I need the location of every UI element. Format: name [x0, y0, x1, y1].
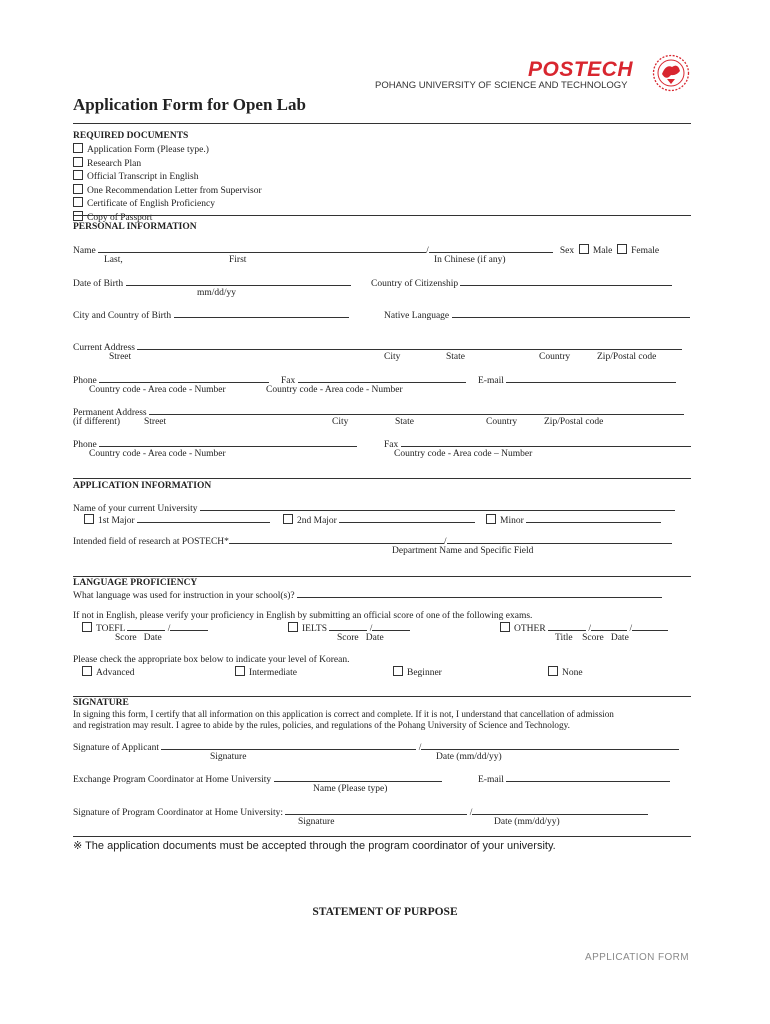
coordinator-signature-field[interactable]: [285, 806, 467, 815]
other-title[interactable]: [548, 622, 586, 631]
minor-row: Minor: [486, 514, 661, 526]
required-item[interactable]: Research Plan: [73, 157, 262, 171]
coordinator-name-field[interactable]: [274, 773, 442, 782]
current-address-row: Current Address: [73, 341, 682, 353]
major2-checkbox[interactable]: [283, 514, 293, 524]
major1-field[interactable]: [137, 514, 270, 523]
coordinator-row: Exchange Program Coordinator at Home University: [73, 773, 442, 785]
coordinator-date-field[interactable]: [472, 806, 648, 815]
name-hint: Name (Please type): [313, 784, 388, 794]
country-hint: Country: [539, 352, 571, 362]
email-row: E-mail: [478, 374, 676, 386]
page-title: Application Form for Open Lab: [73, 95, 306, 114]
instruction-row: What language was used for instruction in your school(s)?: [73, 589, 662, 601]
fax-row: Fax: [281, 374, 466, 386]
last-hint: Last,: [104, 255, 123, 265]
required-item[interactable]: Copy of Passport: [73, 211, 262, 225]
field-row: Intended field of research at POSTECH* /: [73, 535, 672, 547]
ielts-checkbox[interactable]: [288, 622, 298, 632]
other-checkbox[interactable]: [500, 622, 510, 632]
required-item[interactable]: One Recommendation Letter from Supervisor: [73, 184, 262, 198]
phone2-field[interactable]: [99, 438, 357, 447]
verify-text: If not in English, please verify your proficiency in English by submitting an official score of one of the following exams.: [73, 611, 533, 621]
phone2-row: Phone: [73, 438, 357, 450]
fax-field[interactable]: [298, 374, 466, 383]
dob-field[interactable]: [126, 277, 351, 286]
certify-text-2: and registration may result. I agree to abide by the rules, policies, and regulations of the Pohang University of Science and Technology.: [73, 720, 570, 730]
state-hint: State: [446, 352, 465, 362]
coordinator-email-row: E-mail: [478, 773, 670, 785]
current-address-field[interactable]: [137, 341, 682, 350]
minor-checkbox[interactable]: [486, 514, 496, 524]
phone-row: Phone: [73, 374, 269, 386]
other-row: OTHER / /: [500, 622, 668, 634]
minor-field[interactable]: [526, 514, 661, 523]
required-heading: REQUIRED DOCUMENTS: [73, 131, 189, 141]
birthplace-field[interactable]: [174, 309, 349, 318]
major2-row: 2nd Major: [283, 514, 475, 526]
toefl-date[interactable]: [170, 622, 208, 631]
chinese-hint: In Chinese (if any): [434, 255, 506, 265]
none-option[interactable]: None: [548, 666, 583, 678]
university-row: Name of your current University: [73, 502, 675, 514]
checkbox[interactable]: [73, 184, 83, 194]
language-heading: LANGUAGE PROFICIENCY: [73, 578, 198, 588]
phone-field[interactable]: [99, 374, 269, 383]
ielts-score[interactable]: [329, 622, 367, 631]
country-hint: Country: [486, 417, 518, 427]
required-item[interactable]: Certificate of English Proficiency: [73, 197, 262, 211]
applicant-signature-field[interactable]: [161, 741, 416, 750]
coordinator-note: ※ The application documents must be accepted through the program coordinator of your university.: [73, 840, 556, 852]
permanent-address-field[interactable]: [149, 406, 684, 415]
personal-heading: PERSONAL INFORMATION: [73, 222, 197, 232]
state-hint: State: [395, 417, 414, 427]
coordinator-signature-row: Signature of Program Coordinator at Home University: /: [73, 806, 648, 818]
field-hint: Department Name and Specific Field: [392, 546, 534, 556]
advanced-option[interactable]: Advanced: [82, 666, 135, 678]
instruction-field[interactable]: [297, 589, 662, 598]
zip-hint: Zip/Postal code: [597, 352, 657, 362]
dob-hint: mm/dd/yy: [197, 288, 237, 298]
intermediate-checkbox[interactable]: [235, 666, 245, 676]
required-item[interactable]: Application Form (Please type.): [73, 143, 262, 157]
field-department[interactable]: [229, 535, 444, 544]
signature-heading: SIGNATURE: [73, 698, 129, 708]
intermediate-option[interactable]: Intermediate: [235, 666, 297, 678]
city-hint: City: [332, 417, 349, 427]
toefl-score[interactable]: [127, 622, 165, 631]
street-hint: Street: [144, 417, 167, 427]
other-score[interactable]: [591, 622, 627, 631]
other-date[interactable]: [632, 622, 668, 631]
other-hint: Title Score Date: [555, 633, 629, 643]
email-field[interactable]: [506, 374, 676, 383]
native-language-row: Native Language: [384, 309, 690, 321]
checkbox[interactable]: [73, 197, 83, 207]
postech-logo-icon: [652, 54, 690, 97]
toefl-hint: Score Date: [115, 633, 162, 643]
permanent-address-row: Permanent Address: [73, 406, 684, 418]
toefl-row: TOEFL /: [82, 622, 208, 634]
fax2-hint: Country code - Area code – Number: [394, 449, 533, 459]
date-hint: Date (mm/dd/yy): [494, 817, 560, 827]
coordinator-email-field[interactable]: [506, 773, 670, 782]
required-item[interactable]: Official Transcript in English: [73, 170, 262, 184]
fax2-row: Fax: [384, 438, 691, 450]
name-field[interactable]: [98, 244, 426, 253]
applicant-signature-row: Signature of Applicant /: [73, 741, 679, 753]
major2-field[interactable]: [339, 514, 475, 523]
field-specific[interactable]: [447, 535, 672, 544]
ielts-hint: Score Date: [337, 633, 384, 643]
male-checkbox[interactable]: [579, 244, 589, 254]
none-checkbox[interactable]: [548, 666, 558, 676]
phone-hint: Country code - Area code - Number: [89, 385, 226, 395]
street-hint: Street: [109, 352, 132, 362]
ielts-date[interactable]: [372, 622, 410, 631]
ielts-row: IELTS /: [288, 622, 410, 634]
university-name: POHANG UNIVERSITY OF SCIENCE AND TECHNOLOGY: [375, 80, 628, 91]
zip-hint: Zip/Postal code: [544, 417, 604, 427]
footer-label: APPLICATION FORM: [585, 952, 690, 963]
dob-row: Date of Birth: [73, 277, 351, 289]
beginner-option[interactable]: Beginner: [393, 666, 442, 678]
statement-title: STATEMENT OF PURPOSE: [312, 906, 458, 918]
checkbox[interactable]: [73, 157, 83, 167]
applicant-date-field[interactable]: [421, 741, 679, 750]
native-language-field[interactable]: [452, 309, 690, 318]
signature-hint: Signature: [210, 752, 247, 762]
certify-text-1: In signing this form, I certify that all information on this application is correct and complete. If it is not, I understand that cancellation of admission: [73, 709, 614, 719]
application-heading: APPLICATION INFORMATION: [73, 481, 212, 491]
korean-text: Please check the appropriate box below to indicate your level of Korean.: [73, 655, 350, 665]
brand-logo-text: POSTECH: [528, 58, 634, 81]
if-different-hint: (if different): [73, 417, 121, 427]
fax-hint: Country code - Area code - Number: [266, 385, 403, 395]
first-hint: First: [229, 255, 247, 265]
checkbox[interactable]: [73, 170, 83, 180]
university-field[interactable]: [200, 502, 675, 511]
beginner-checkbox[interactable]: [393, 666, 403, 676]
toefl-checkbox[interactable]: [82, 622, 92, 632]
city-hint: City: [384, 352, 401, 362]
phone2-hint: Country code - Area code - Number: [89, 449, 226, 459]
date-hint: Date (mm/dd/yy): [436, 752, 502, 762]
chinese-name-field[interactable]: [429, 244, 553, 253]
major1-row: 1st Major: [84, 514, 270, 526]
female-checkbox[interactable]: [617, 244, 627, 254]
checkbox[interactable]: [73, 143, 83, 153]
citizenship-row: Country of Citizenship: [371, 277, 672, 289]
name-row: Name / Sex Male Female: [73, 246, 660, 256]
signature-hint: Signature: [298, 817, 335, 827]
required-list: [73, 143, 262, 225]
citizenship-field[interactable]: [460, 277, 672, 286]
fax2-field[interactable]: [401, 438, 691, 447]
birthplace-row: City and Country of Birth: [73, 309, 349, 321]
major1-checkbox[interactable]: [84, 514, 94, 524]
advanced-checkbox[interactable]: [82, 666, 92, 676]
